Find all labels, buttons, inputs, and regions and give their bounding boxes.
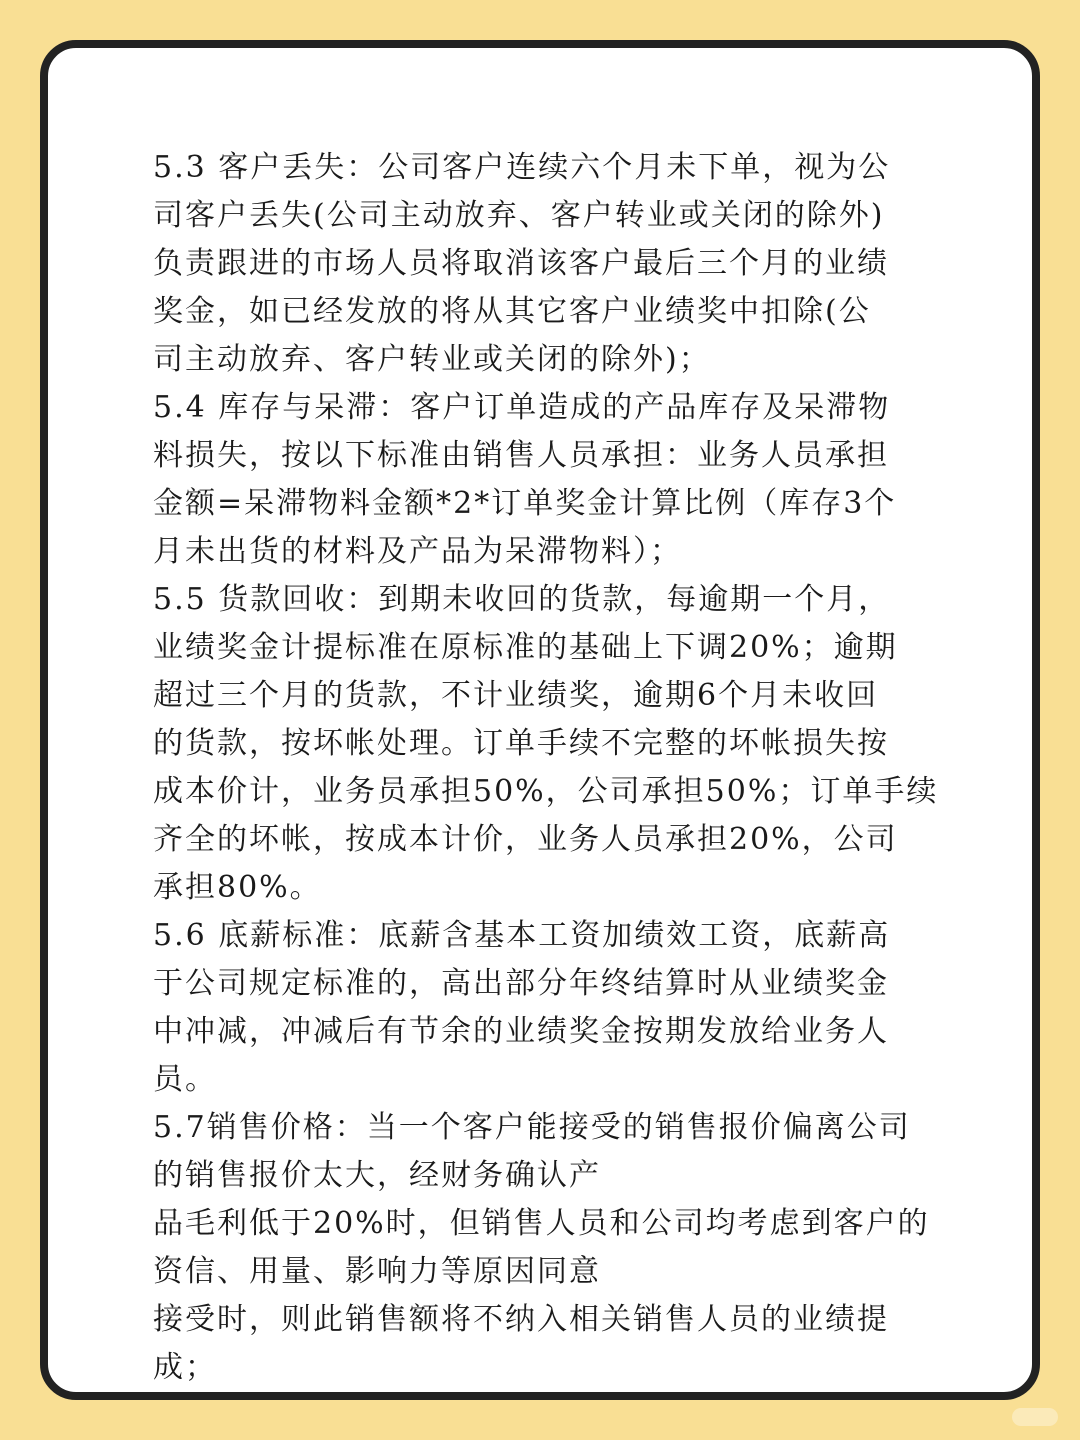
text-line: 员。 — [153, 1062, 217, 1097]
text-line: 成本价计，业务员承担50%，公司承担50%；订单手续 — [153, 774, 939, 809]
text-line: 5.4 库存与呆滞：客户订单造成的产品库存及呆滞物 — [153, 390, 891, 425]
text-line: 司客户丢失(公司主动放弃、客户转业或关闭的除外) — [153, 198, 885, 233]
text-line: 业绩奖金计提标准在原标准的基础上下调20%；逾期 — [153, 630, 898, 665]
text-line: 超过三个月的货款，不计业绩奖，逾期6个月未收回 — [153, 678, 879, 713]
text-line: 承担80%。 — [153, 870, 322, 905]
text-line: 品毛利低于20%时，但销售人员和公司均考虑到客户的 — [153, 1206, 930, 1241]
text-line: 5.7销售价格：当一个客户能接受的销售报价偏离公司 — [153, 1110, 911, 1145]
text-line: 5.6 底薪标准：底薪含基本工资加绩效工资，底薪高 — [153, 918, 891, 953]
text-line: 司主动放弃、客户转业或关闭的除外)； — [153, 342, 711, 377]
text-line: 月未出货的材料及产品为呆滞物料）； — [153, 534, 682, 569]
text-line: 金额=呆滞物料金额*2*订单奖金计算比例（库存3个 — [153, 486, 897, 521]
text-line: 中冲减，冲减后有节余的业绩奖金按期发放给业务人 — [153, 1014, 889, 1049]
text-line: 奖金，如已经发放的将从其它客户业绩奖中扣除(公 — [153, 294, 871, 329]
watermark — [1012, 1408, 1058, 1426]
text-line: 5.3 客户丢失：公司客户连续六个月未下单，视为公 — [153, 150, 891, 185]
text-line: 的销售报价太大，经财务确认产 — [153, 1158, 601, 1193]
text-line: 于公司规定标准的，高出部分年终结算时从业绩奖金 — [153, 966, 889, 1001]
text-line: 接受时，则此销售额将不纳入相关销售人员的业绩提 — [153, 1302, 889, 1337]
text-line: 料损失，按以下标准由销售人员承担：业务人员承担 — [153, 438, 889, 473]
text-line: 负责跟进的市场人员将取消该客户最后三个月的业绩 — [153, 246, 889, 281]
text-line: 资信、用量、影响力等原因同意 — [153, 1254, 601, 1289]
text-line: 成； — [153, 1350, 217, 1385]
document-card — [40, 40, 1040, 1400]
text-line: 的货款，按坏帐处理。订单手续不完整的坏帐损失按 — [153, 726, 889, 761]
document-body — [153, 144, 943, 1392]
text-line: 5.5 货款回收：到期未收回的货款，每逾期一个月， — [153, 582, 891, 617]
text-line: 齐全的坏帐，按成本计价，业务人员承担20%，公司 — [153, 822, 898, 857]
